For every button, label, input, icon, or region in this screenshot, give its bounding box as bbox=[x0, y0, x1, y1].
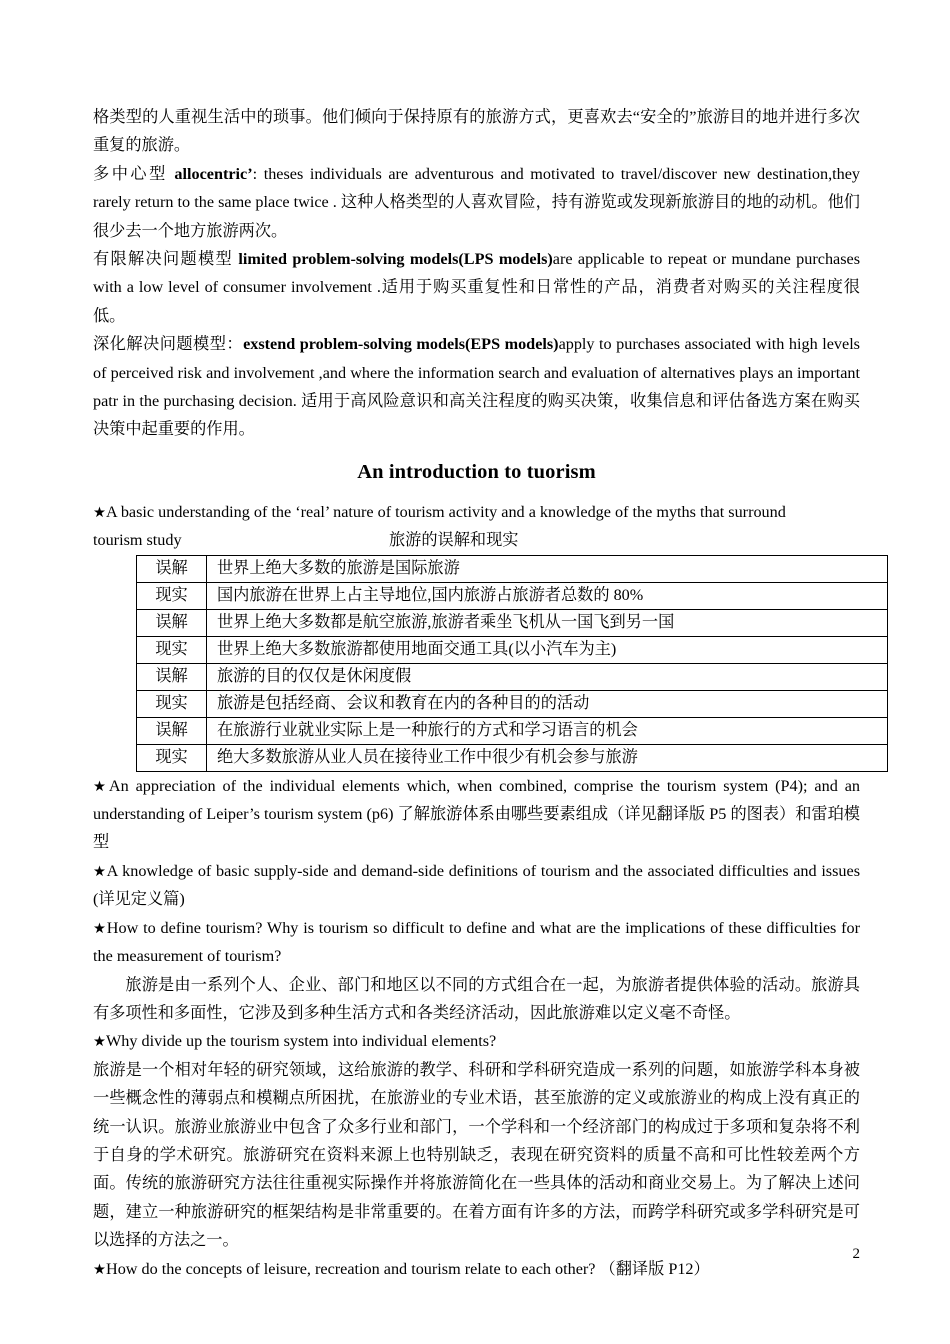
bullet-text: How to define tourism? Why is tourism so difficult to define and what are the implications of these difficulties for the measurement of tourism? bbox=[93, 918, 861, 966]
star-icon: ★ bbox=[93, 504, 106, 521]
paragraph-divide-answer: 旅游是一个相对年轻的研究领域，这给旅游的教学、科研和学科研究造成一系列的问题，如旅游学科本身被一些概念性的薄弱点和模糊点所困扰，在旅游业的专业术语，甚至旅游的定义或旅游业的构成上没有真正的统一认识。旅游业旅游业中包含了众多行业和部门，一个学科和一个经济部门的构成过于多项和复杂将不利于自身的学术研究。旅游研究在资料来源上也特别缺乏，表现在研究资料的质量不高和可比性较差两个方面。传统的旅游研究方法往往重视实际操作并将旅游简化在一些具体的活动和商业交易上。为了解决上述问题，建立一种旅游研究的框架结构是非常重要的。在着方面有许多的方法，而跨学科研究或多学科研究是可以选择的方法之一。 bbox=[93, 1060, 860, 1250]
bullet-text: A basic understanding of the ‘real’ nature of tourism activity and a knowledge of the myths that surround bbox=[106, 502, 786, 521]
row-content: 世界上绝大多数都是航空旅游,旅游者乘坐飞机从一国飞到另一国 bbox=[207, 609, 888, 636]
row-content: 旅游是包括经商、会议和教育在内的各种目的的活动 bbox=[207, 690, 888, 717]
row-content: 世界上绝大多数旅游都使用地面交通工具(以小汽车为主) bbox=[207, 636, 888, 663]
row-label: 现实 bbox=[137, 636, 207, 663]
row-label: 现实 bbox=[137, 744, 207, 771]
bullet-text: An appreciation of the individual elements which, when combined, comprise the tourism system (P4); and an understanding of Leiper’s tourism system (p6) 了解旅游体系由哪些要素组成（详见翻译版 P5 的图表）和雷珀模型 bbox=[93, 776, 860, 852]
bullet-definitions bbox=[93, 857, 860, 914]
table-row bbox=[137, 636, 888, 663]
text-run: 多中心型 bbox=[93, 164, 175, 183]
bullet-text: A knowledge of basic supply-side and demand-side definitions of tourism and the associated difficulties and issues (详见定义篇) bbox=[93, 861, 860, 909]
star-icon: ★ bbox=[93, 920, 107, 937]
table-row bbox=[137, 663, 888, 690]
star-icon: ★ bbox=[93, 778, 109, 795]
bullet-elements bbox=[93, 772, 860, 857]
row-label: 误解 bbox=[137, 663, 207, 690]
paragraph-allocentric bbox=[93, 160, 860, 245]
table-caption-line bbox=[93, 526, 860, 554]
text-run: : theses individuals are adventurous and motivated to travel/discover new destination,they rarely return to the same place twice . 这种人格类型的人喜欢冒险，持有游览或发现新旅游目的地的动机。他们很少去一个地方旅游两次。 bbox=[93, 164, 861, 240]
row-content: 在旅游行业就业实际上是一种旅行的方式和学习语言的机会 bbox=[207, 717, 888, 744]
star-icon: ★ bbox=[93, 1034, 106, 1051]
star-icon: ★ bbox=[93, 1261, 106, 1278]
text-run: are applicable to repeat or mundane purchases with a low level of consumer involvement .适用于购买重复性和日常性的产品，消费者对购买的关注程度很低。 bbox=[93, 250, 861, 325]
bullet-text: How do the concepts of leisure, recreation and tourism relate to each other? （翻译版 P12） bbox=[106, 1259, 710, 1278]
row-content: 绝大多数旅游从业人员在接待业工作中很少有机会参与旅游 bbox=[207, 744, 888, 771]
row-label: 误解 bbox=[137, 609, 207, 636]
myths-and-realities-table bbox=[136, 555, 888, 772]
text-run: apply to purchases associated with high levels of perceived risk and involvement ,and where the information search and evaluation of alternatives plays an important patr in the purchasing decision. 适用于高风险意识和高关注程度的购买决策，收集信息和评估备选方案在购买决策中起重要的作用。 bbox=[93, 335, 860, 439]
bullet-text-continuation: tourism study bbox=[93, 531, 182, 550]
bullet-why-divide bbox=[93, 1027, 860, 1055]
row-content: 世界上绝大多数的旅游是国际旅游 bbox=[207, 555, 888, 582]
page-number: 2 bbox=[852, 1246, 860, 1262]
row-label: 现实 bbox=[137, 690, 207, 717]
page-content bbox=[93, 103, 860, 1283]
row-label: 现实 bbox=[137, 582, 207, 609]
text-run: 有限解决问题模型 bbox=[93, 250, 239, 269]
row-label: 误解 bbox=[137, 555, 207, 582]
paragraph-psychocentric-tail bbox=[93, 103, 860, 160]
row-content: 国内旅游在世界上占主导地位,国内旅游占旅游者总数的 80% bbox=[207, 582, 888, 609]
star-icon: ★ bbox=[93, 863, 107, 880]
term-eps-models: exstend problem-solving models(EPS models) bbox=[243, 335, 559, 354]
table-row bbox=[137, 690, 888, 717]
bullet-how-to-define bbox=[93, 914, 860, 971]
page-title: An introduction to tuorism bbox=[357, 460, 596, 483]
text-run: 格类型的人重视生活中的琐事。他们倾向于保持原有的旅游方式，更喜欢去“安全的”旅游目的地并进行多次重复的旅游。 bbox=[93, 108, 860, 155]
table-row bbox=[137, 717, 888, 744]
paragraph-lps-models bbox=[93, 245, 860, 330]
paragraph-define-answer: 旅游是由一系列个人、企业、部门和地区以不同的方式组合在一起，为旅游者提供体验的活动。旅游具有多项性和多面性，它涉及到多种生活方式和各类经济活动，因此旅游难以定义毫不奇怪。 bbox=[93, 975, 860, 1022]
text-run: 深化解决问题模型： bbox=[93, 335, 244, 354]
bullet-leisure-relation bbox=[93, 1255, 860, 1283]
bullet-text: Why divide up the tourism system into individual elements? bbox=[106, 1032, 497, 1051]
table-title: 旅游的误解和现实 bbox=[389, 531, 519, 550]
bullet-myths-lead bbox=[93, 498, 860, 526]
table-row bbox=[137, 744, 888, 771]
table-row bbox=[137, 582, 888, 609]
paragraph-eps-models bbox=[93, 330, 860, 444]
term-lps-models: limited problem-solving models(LPS models) bbox=[238, 250, 553, 269]
table-row bbox=[137, 555, 888, 582]
row-label: 误解 bbox=[137, 717, 207, 744]
term-allocentric: allocentric’ bbox=[174, 164, 253, 183]
table-row bbox=[137, 609, 888, 636]
table-body bbox=[137, 555, 888, 771]
row-content: 旅游的目的仅仅是休闲度假 bbox=[207, 663, 888, 690]
